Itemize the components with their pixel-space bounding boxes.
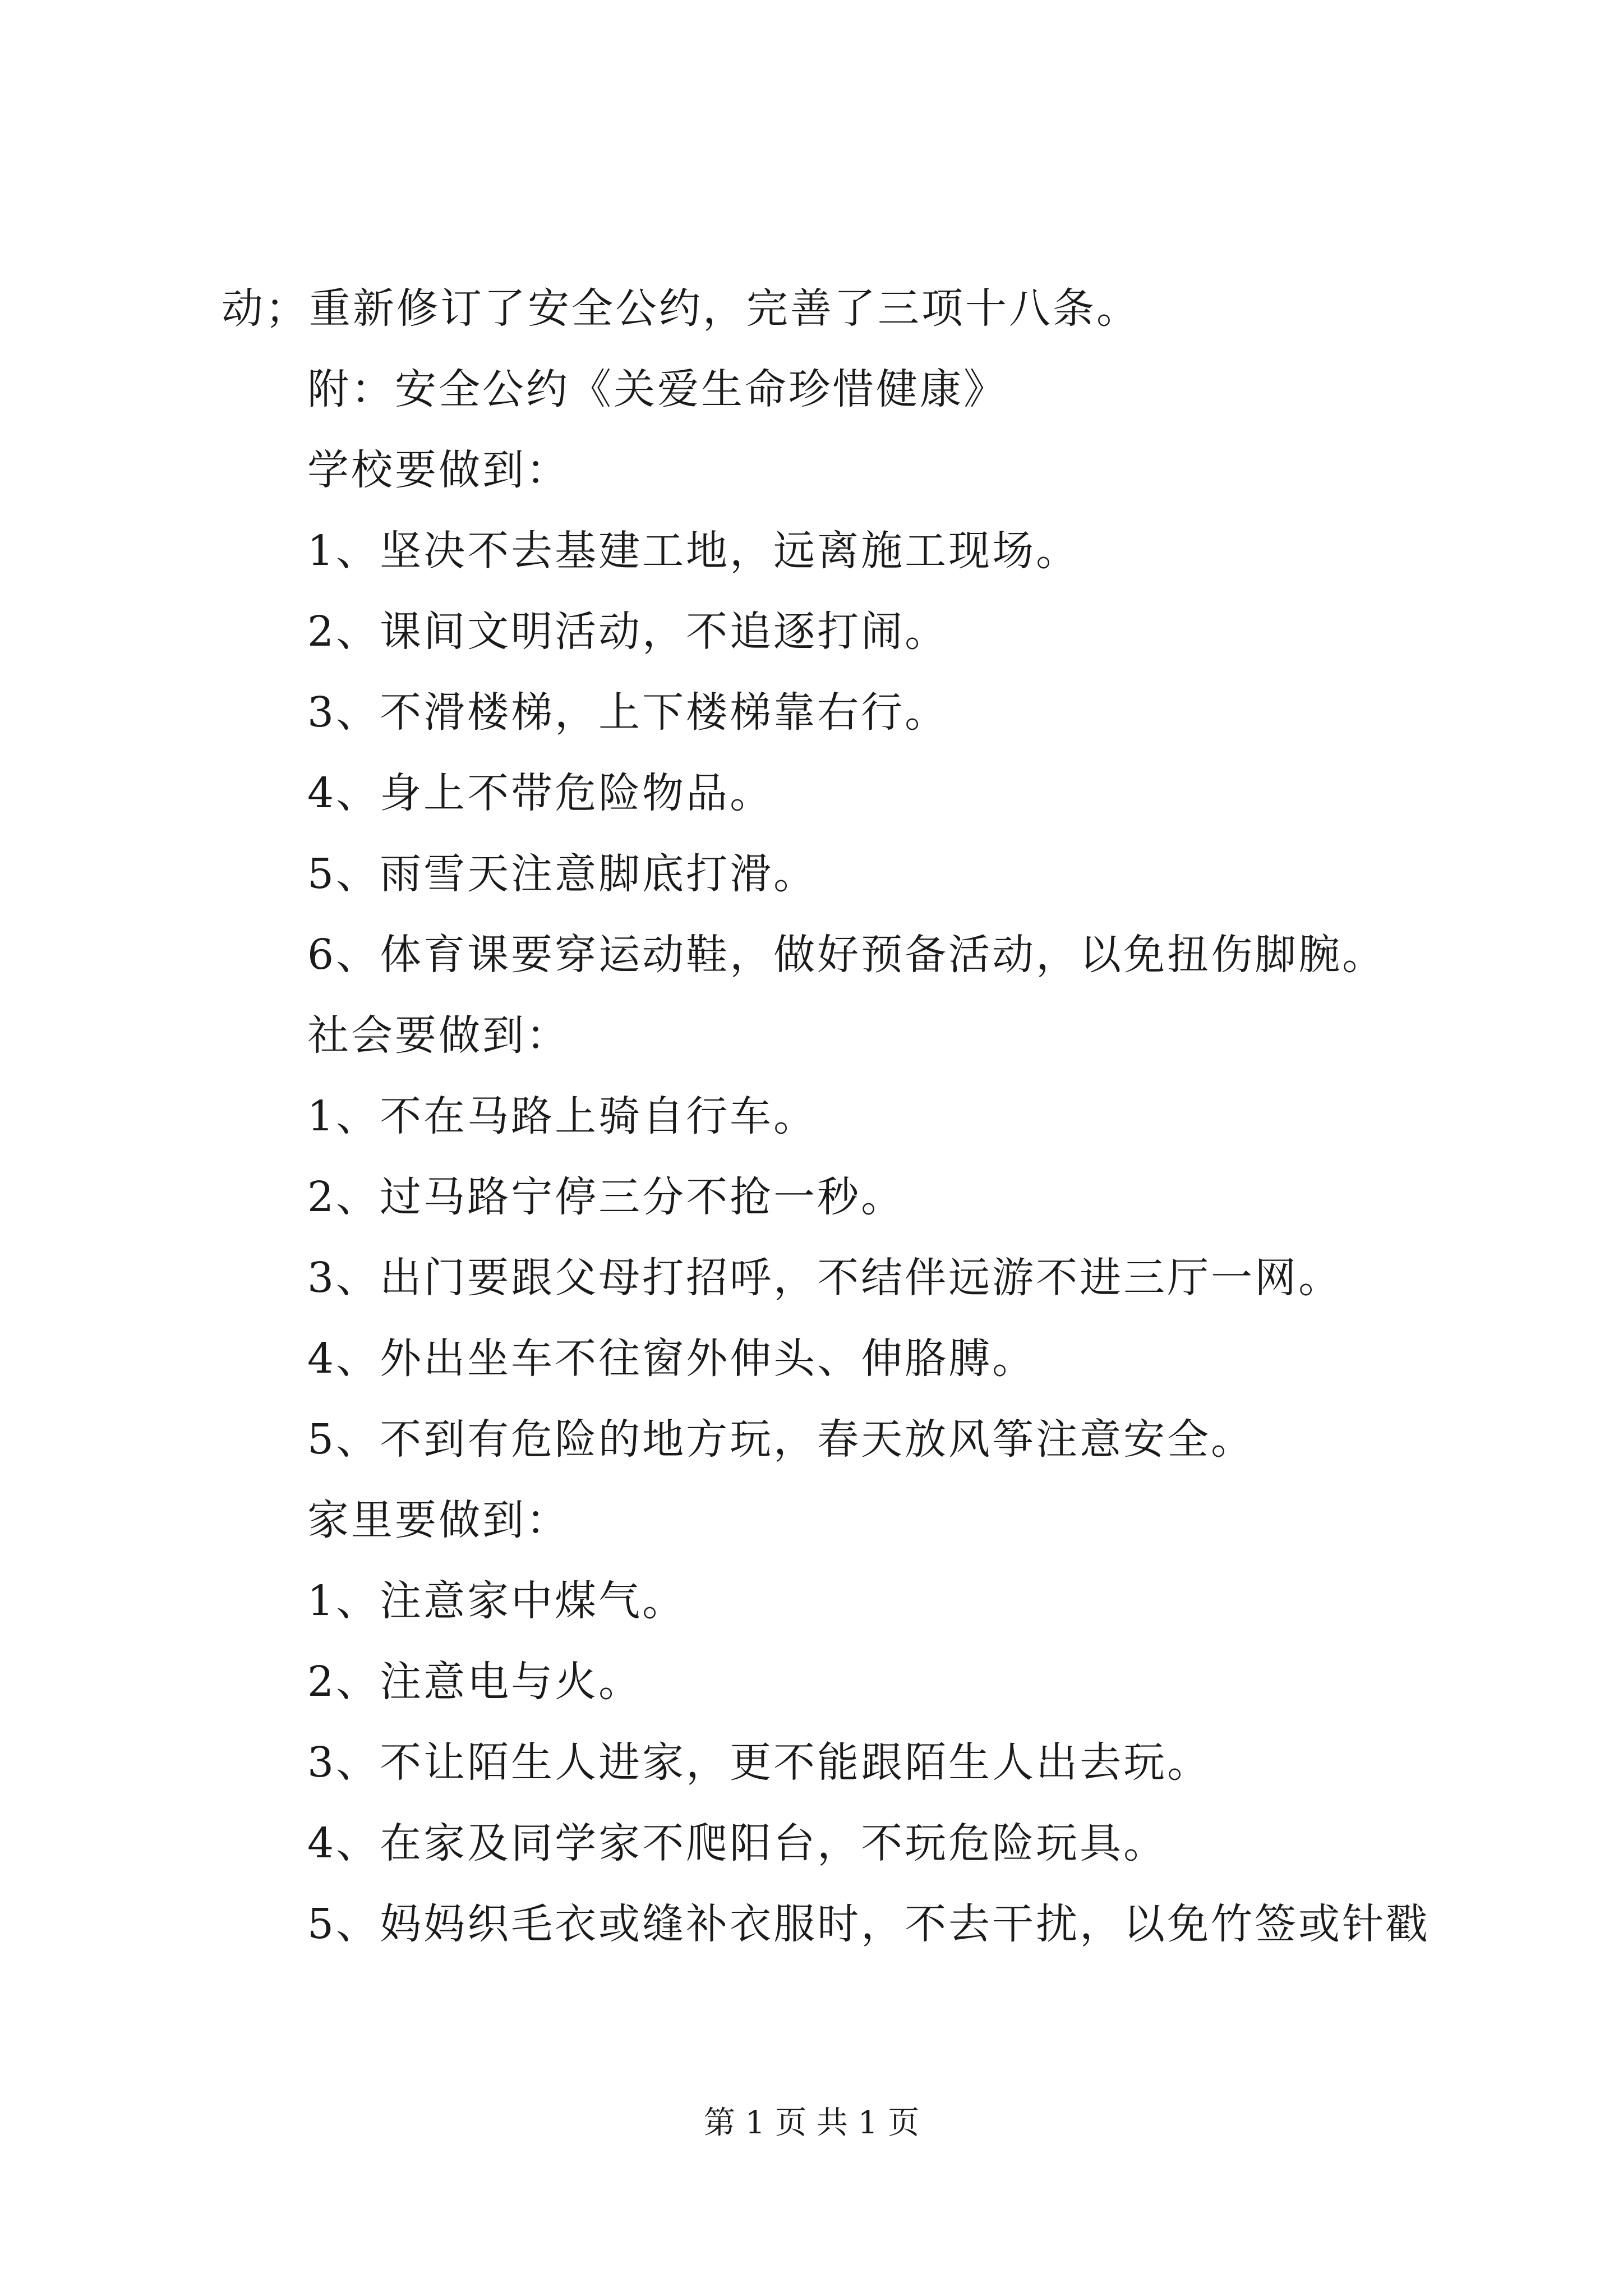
section-heading-school: 学校要做到： — [307, 446, 570, 494]
list-item: 1、不在马路上骑自行车。 — [307, 1092, 818, 1140]
list-item: 5、雨雪天注意脚底打滑。 — [307, 850, 818, 898]
list-item: 2、课间文明活动，不追逐打闹。 — [307, 608, 949, 656]
list-item: 5、妈妈织毛衣或缝补衣服时，不去干扰，以免竹签或针戳 — [307, 1900, 1430, 1948]
list-item: 3、不滑楼梯，上下楼梯靠右行。 — [307, 688, 949, 737]
section-heading-society: 社会要做到： — [307, 1011, 570, 1060]
list-item: 5、不到有危险的地方玩，春天放风筝注意安全。 — [307, 1415, 1255, 1464]
list-item: 6、体育课要穿运动鞋，做好预备活动，以免扭伤脚腕。 — [307, 931, 1386, 979]
section-heading-home: 家里要做到： — [307, 1496, 570, 1544]
list-item: 1、坚决不去基建工地，远离施工现场。 — [307, 527, 1080, 575]
list-item: 4、外出坐车不往窗外伸头、伸胳膊。 — [307, 1335, 1036, 1383]
list-item: 1、注意家中煤气。 — [307, 1577, 686, 1625]
list-item: 3、不让陌生人进家，更不能跟陌生人出去玩。 — [307, 1738, 1211, 1787]
list-item: 4、在家及同学家不爬阳台，不玩危险玩具。 — [307, 1819, 1168, 1867]
list-item: 2、注意电与火。 — [307, 1658, 643, 1706]
paragraph-line: 动；重新修订了安全公约，完善了三项十八条。 — [222, 284, 1140, 333]
list-item: 4、身上不带危险物品。 — [307, 769, 774, 817]
page-footer: 第 1 页 共 1 页 — [703, 2105, 920, 2141]
list-item: 2、过马路宁停三分不抢一秒。 — [307, 1173, 905, 1221]
appendix-title: 附：安全公约《关爱生命珍惜健康》 — [307, 365, 1007, 413]
document-body — [222, 268, 1444, 1964]
list-item: 3、出门要跟父母打招呼，不结伴远游不进三厅一网。 — [307, 1254, 1343, 1302]
